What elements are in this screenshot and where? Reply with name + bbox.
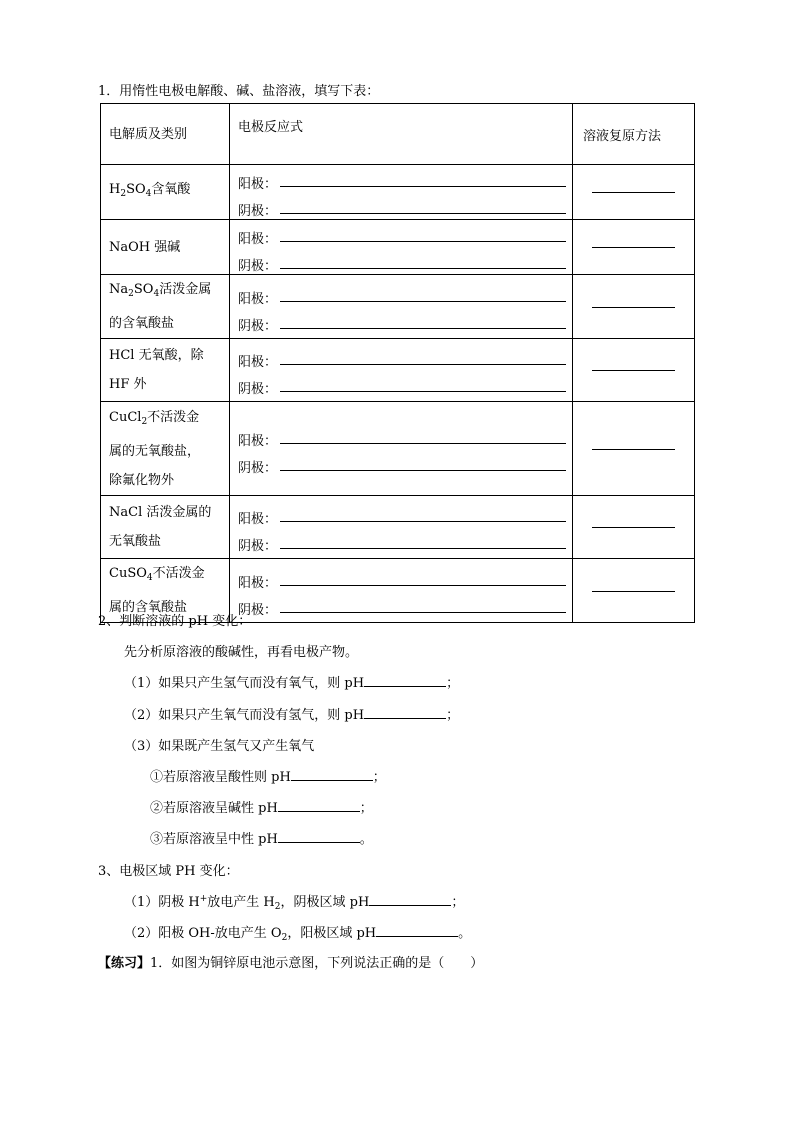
electrolysis-table	[100, 103, 695, 623]
electrolyte-cell: HCl 无氧酸，除 HF 外	[101, 339, 230, 402]
answer-blank[interactable]	[364, 674, 446, 687]
answer-blank[interactable]	[291, 768, 373, 781]
cathode-blank[interactable]	[280, 254, 566, 269]
recovery-blank[interactable]	[592, 191, 675, 193]
table-row	[101, 402, 695, 496]
recovery-blank[interactable]	[592, 306, 675, 308]
cathode-line: 阴极：	[238, 370, 572, 397]
practice-text: 1．如图为铜锌原电池示意图，下列说法正确的是（ ）	[150, 956, 484, 971]
q2-item-3: （3）如果既产生氢气又产生氧气	[124, 739, 315, 754]
electrolyte-cell: NaOH 强碱	[101, 220, 230, 275]
anode-blank[interactable]	[280, 227, 566, 242]
table-row	[101, 165, 695, 220]
anode-line: 阳极：	[238, 343, 572, 370]
recovery-blank[interactable]	[592, 369, 675, 371]
electrolyte-cell: CuSO$_4$不活泼金 属的含氧酸盐	[101, 559, 230, 623]
anode-line: 阳极：	[238, 165, 572, 192]
cathode-blank[interactable]	[280, 199, 566, 214]
anode-line: 阳极：	[238, 422, 572, 449]
header-electrolyte-text: 电解质及类别	[109, 126, 188, 142]
recovery-cell	[573, 220, 695, 275]
q2-sub-2: ②若原溶液呈碱性 pH ；	[150, 801, 373, 816]
q3-item-2: （2）阳极 OH-放电产生 $O_2$，阳极区域 pH 。	[124, 926, 472, 943]
cathode-line: 阴极：	[238, 307, 572, 334]
recovery-cell	[573, 559, 695, 623]
electrolyte-cell: CuCl$_2$不活泼金 属的无氧酸盐， 除氟化物外	[101, 402, 230, 496]
q2-title: 2、判断溶液的 pH 变化：	[98, 614, 252, 629]
anode-line: 阳极：	[238, 500, 572, 527]
q3-title: 3、电极区域 PH 变化：	[98, 864, 239, 879]
cathode-blank[interactable]	[280, 314, 566, 329]
anode-blank[interactable]	[280, 507, 566, 522]
reaction-cell	[230, 220, 573, 275]
anode-line: 阳极：	[238, 220, 572, 247]
recovery-blank[interactable]	[592, 448, 675, 450]
reaction-cell	[230, 402, 573, 496]
anode-blank[interactable]	[280, 571, 566, 586]
cathode-line: 阴极：	[238, 247, 572, 274]
table-row	[101, 275, 695, 339]
q3-item-1: （1）阴极 H+放电产生 $H_2$，阴极区域 pH ；	[124, 894, 465, 912]
answer-blank[interactable]	[364, 706, 446, 719]
table-row	[101, 496, 695, 559]
answer-blank[interactable]	[376, 924, 458, 937]
recovery-cell	[573, 339, 695, 402]
recovery-cell	[573, 496, 695, 559]
reaction-cell	[230, 339, 573, 402]
answer-blank[interactable]	[278, 799, 360, 812]
cathode-line: 阴极：	[238, 449, 572, 476]
header-electrolyte	[101, 104, 230, 165]
electrolyte-cell: NaCl 活泼金属的 无氧酸盐	[101, 496, 230, 559]
cathode-blank[interactable]	[280, 456, 566, 471]
q2-item-1: （1）如果只产生氢气而没有氧气，则 pH ；	[124, 676, 460, 691]
electrolyte-cell: $H_2SO_4$含氧酸	[101, 165, 230, 220]
recovery-blank[interactable]	[592, 246, 675, 248]
recovery-cell	[573, 402, 695, 496]
header-recovery-text: 溶液复原方法	[583, 128, 662, 144]
anode-blank[interactable]	[280, 350, 566, 365]
header-recovery	[573, 104, 695, 165]
anode-blank[interactable]	[280, 172, 566, 187]
cathode-line: 阴极：	[238, 591, 572, 618]
header-reaction	[230, 104, 573, 165]
cathode-line: 阴极：	[238, 192, 572, 219]
practice-tag: 【练习】	[98, 956, 151, 971]
cathode-blank[interactable]	[280, 534, 566, 549]
table-row	[101, 339, 695, 402]
practice-question	[98, 952, 483, 971]
q1-title: 1．用惰性电极电解酸、碱、盐溶液，填写下表：	[98, 84, 380, 99]
reaction-cell	[230, 559, 573, 623]
answer-blank[interactable]	[369, 893, 451, 906]
q2-intro: 先分析原溶液的酸碱性，再看电极产物。	[124, 645, 359, 660]
anode-blank[interactable]	[280, 287, 566, 302]
cathode-blank[interactable]	[280, 598, 566, 613]
anode-line: 阳极：	[238, 280, 572, 307]
recovery-cell	[573, 275, 695, 339]
reaction-cell	[230, 165, 573, 220]
answer-blank[interactable]	[278, 830, 360, 843]
anode-line: 阳极：	[238, 564, 572, 591]
cathode-line: 阴极：	[238, 527, 572, 554]
table-header-row	[101, 104, 695, 165]
cathode-blank[interactable]	[280, 377, 566, 392]
recovery-blank[interactable]	[592, 590, 675, 592]
reaction-cell	[230, 496, 573, 559]
reaction-cell	[230, 275, 573, 339]
table-row	[101, 220, 695, 275]
recovery-cell	[573, 165, 695, 220]
q2-sub-1: ①若原溶液呈酸性则 pH ；	[150, 770, 386, 785]
recovery-blank[interactable]	[592, 526, 675, 528]
q2-sub-3: ③若原溶液呈中性 pH 。	[150, 832, 373, 847]
header-reaction-text: 电极反应式	[238, 120, 304, 135]
anode-blank[interactable]	[280, 429, 566, 444]
q2-item-2: （2）如果只产生氧气而没有氢气，则 pH ；	[124, 708, 460, 723]
electrolyte-cell: $Na_2SO_4$活泼金属 的含氧酸盐	[101, 275, 230, 339]
